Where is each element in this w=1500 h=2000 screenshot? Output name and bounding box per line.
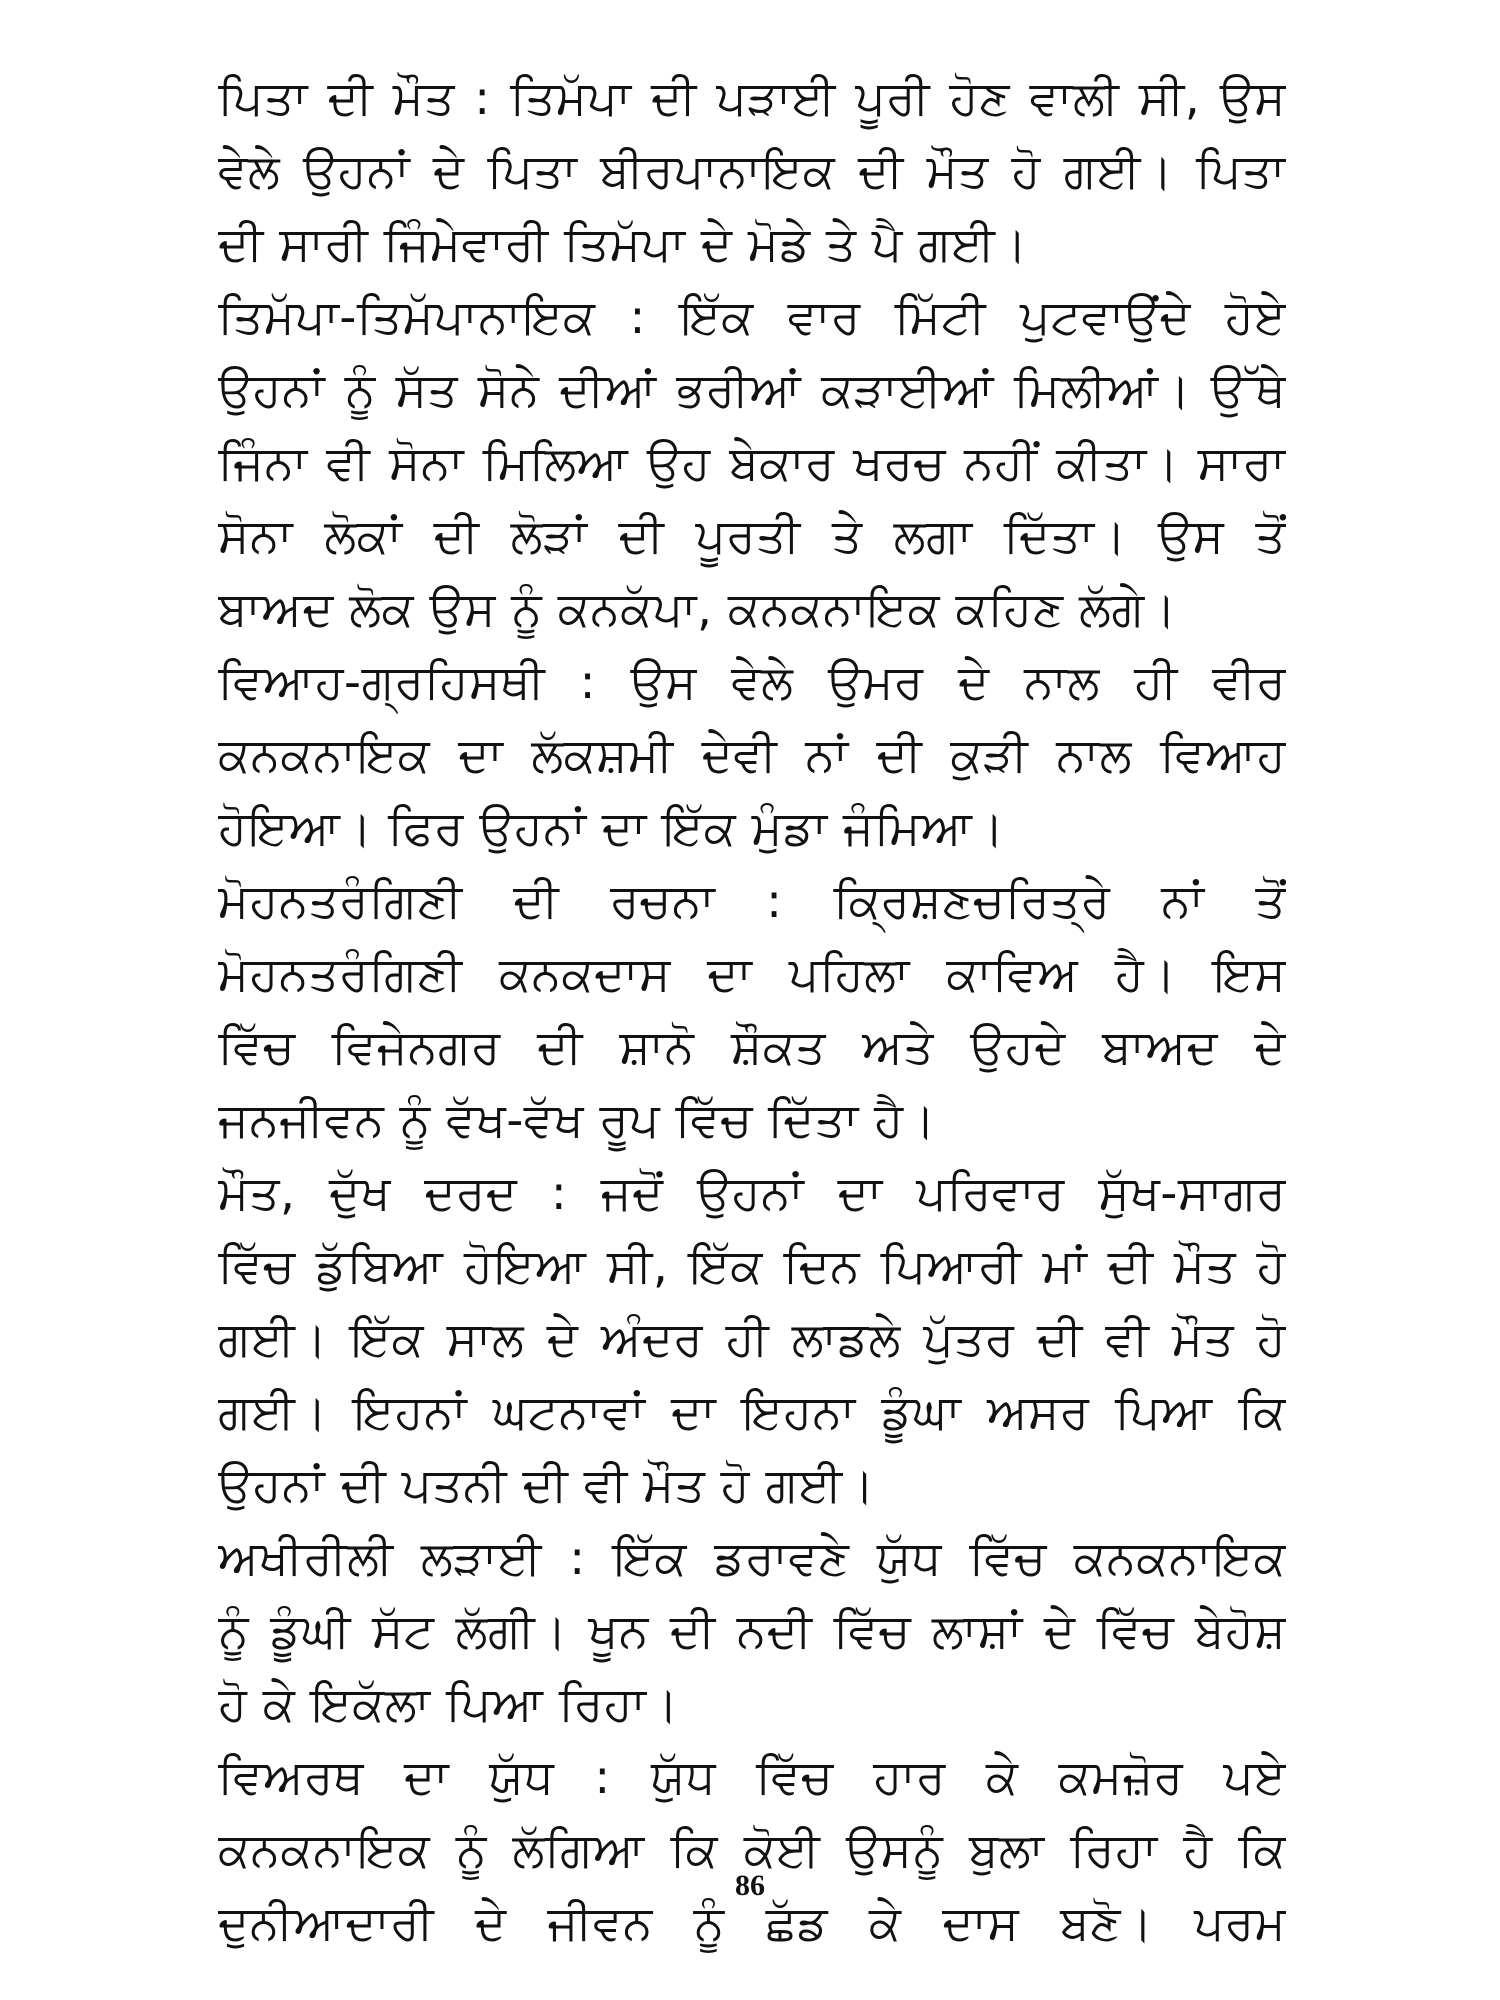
text-line: ਮੋਹਨਤਰੰਗਿਣੀ ਦੀ ਰਚਨਾ : ਕ੍ਰਿਸ਼ਣਚਰਿਤ੍ਰੇ ਨਾਂ ਤੋਂ [218,874,1286,929]
text-line: ਉਹਨਾਂ ਦੀ ਪਤਨੀ ਦੀ ਵੀ ਮੌਤ ਹੋ ਗਈ। [218,1458,875,1513]
text-line: ਗਈ। ਇਹਨਾਂ ਘਟਨਾਵਾਂ ਦਾ ਇਹਨਾ ਡੂੰਘਾ ਅਸਰ ਪਿਆ ਕਿ [218,1385,1286,1440]
text-line: ਦੁਨੀਆਦਾਰੀ ਦੇ ਜੀਵਨ ਨੂੰ ਛੱਡ ਕੇ ਦਾਸ ਬਣੋ। ਪਰਮ [218,1896,1286,1951]
text-line: ਨੂੰ ਡੂੰਘੀ ਸੱਟ ਲੱਗੀ। ਖੂਨ ਦੀ ਨਦੀ ਵਿੱਚ ਲਾਸ਼ਾਂ ਦੇ ਵਿੱਚ ਬੇਹੋਸ਼ [218,1604,1286,1659]
text-line: ਹੋ ਕੇ ਇਕੱਲਾ ਪਿਆ ਰਿਹਾ। [218,1677,679,1732]
text-line: ਅਖੀਰੀਲੀ ਲੜਾਈ : ਇੱਕ ਡਰਾਵਣੇ ਯੁੱਧ ਵਿੱਚ ਕਨਕਨਾਇਕ [218,1531,1286,1586]
page-number: 86 [735,1869,765,1902]
text-line: ਵਿਅਰਥ ਦਾ ਯੁੱਧ : ਯੁੱਧ ਵਿੱਚ ਹਾਰ ਕੇ ਕਮਜ਼ੋਰ ਪਏ [218,1750,1286,1805]
text-line: ਦੀ ਸਾਰੀ ਜਿੰਮੇਵਾਰੀ ਤਿਮੱਪਾ ਦੇ ਮੋਡੇ ਤੇ ਪੈ ਗਈ। [218,217,1028,272]
text-line: ਵਿੱਚ ਵਿਜੇਨਗਰ ਦੀ ਸ਼ਾਨੋ ਸ਼ੌਕਤ ਅਤੇ ਉਹਦੇ ਬਾਅਦ ਦੇ [218,1020,1286,1075]
body-text [218,62,1286,1960]
text-line: ਜਿੰਨਾ ਵੀ ਸੋਨਾ ਮਿਲਿਆ ਉਹ ਬੇਕਾਰ ਖਰਚ ਨਹੀਂ ਕੀਤਾ। ਸਾਰਾ [218,436,1286,491]
text-line: ਵੇਲੇ ਉਹਨਾਂ ਦੇ ਪਿਤਾ ਬੀਰਪਾਨਾਇਕ ਦੀ ਮੌਤ ਹੋ ਗਈ। ਪਿਤਾ [218,144,1286,199]
text-line: ਮੌਤ, ਦੁੱਖ ਦਰਦ : ਜਦੋਂ ਉਹਨਾਂ ਦਾ ਪਰਿਵਾਰ ਸੁੱਖ-ਸਾਗਰ [218,1166,1286,1221]
text-line: ਵਿਆਹ-ਗ੍ਰਹਿਸਥੀ : ਉਸ ਵੇਲੇ ਉਮਰ ਦੇ ਨਾਲ ਹੀ ਵੀਰ [218,655,1286,710]
text-line: ਮੋਹਨਤਰੰਗਿਣੀ ਕਨਕਦਾਸ ਦਾ ਪਹਿਲਾ ਕਾਵਿਅ ਹੈ। ਇਸ [218,947,1286,1002]
text-line: ਬਾਅਦ ਲੋਕ ਉਸ ਨੂੰ ਕਨਕੱਪਾ, ਕਨਕਨਾਇਕ ਕਹਿਣ ਲੱਗੇ। [218,582,1177,637]
text-line: ਤਿਮੱਪਾ-ਤਿਮੱਪਾਨਾਇਕ : ਇੱਕ ਵਾਰ ਮਿੱਟੀ ਪੁਟਵਾਉਂਦੇ ਹੋਏ [218,290,1286,345]
text-line: ਗਈ। ਇੱਕ ਸਾਲ ਦੇ ਅੰਦਰ ਹੀ ਲਾਡਲੇ ਪੁੱਤਰ ਦੀ ਵੀ ਮੌਤ ਹੋ [218,1312,1286,1367]
text-line: ਜਨਜੀਵਨ ਨੂੰ ਵੱਖ-ਵੱਖ ਰੂਪ ਵਿੱਚ ਦਿੱਤਾ ਹੈ। [218,1093,936,1148]
text-line: ਵਿੱਚ ਡੁੱਬਿਆ ਹੋਇਆ ਸੀ, ਇੱਕ ਦਿਨ ਪਿਆਰੀ ਮਾਂ ਦੀ ਮੌਤ ਹੋ [218,1239,1286,1294]
text-line: ਕਨਕਨਾਇਕ ਦਾ ਲੱਕਸ਼ਮੀ ਦੇਵੀ ਨਾਂ ਦੀ ਕੁੜੀ ਨਾਲ ਵਿਆਹ [218,728,1286,783]
text-line: ਉਹਨਾਂ ਨੂੰ ਸੱਤ ਸੋਨੇ ਦੀਆਂ ਭਰੀਆਂ ਕੜਾਈਆਂ ਮਿਲੀਆਂ। ਉੱਥੇ [218,363,1286,418]
text-line: ਸੋਨਾ ਲੋਕਾਂ ਦੀ ਲੋੜਾਂ ਦੀ ਪੂਰਤੀ ਤੇ ਲਗਾ ਦਿੱਤਾ। ਉਸ ਤੋਂ [218,509,1286,564]
text-line: ਪਿਤਾ ਦੀ ਮੌਤ : ਤਿਮੱਪਾ ਦੀ ਪੜਾਈ ਪੂਰੀ ਹੋਣ ਵਾਲੀ ਸੀ, ਉਸ [218,71,1286,126]
text-line: ਹੋਇਆ। ਫਿਰ ਉਹਨਾਂ ਦਾ ਇੱਕ ਮੁੰਡਾ ਜੰਮਿਆ। [218,801,1005,856]
text-line: ਕਨਕਨਾਇਕ ਨੂੰ ਲੱਗਿਆ ਕਿ ਕੋਈ ਉਸਨੂੰ ਬੁਲਾ ਰਿਹਾ ਹੈ ਕਿ [218,1823,1286,1878]
